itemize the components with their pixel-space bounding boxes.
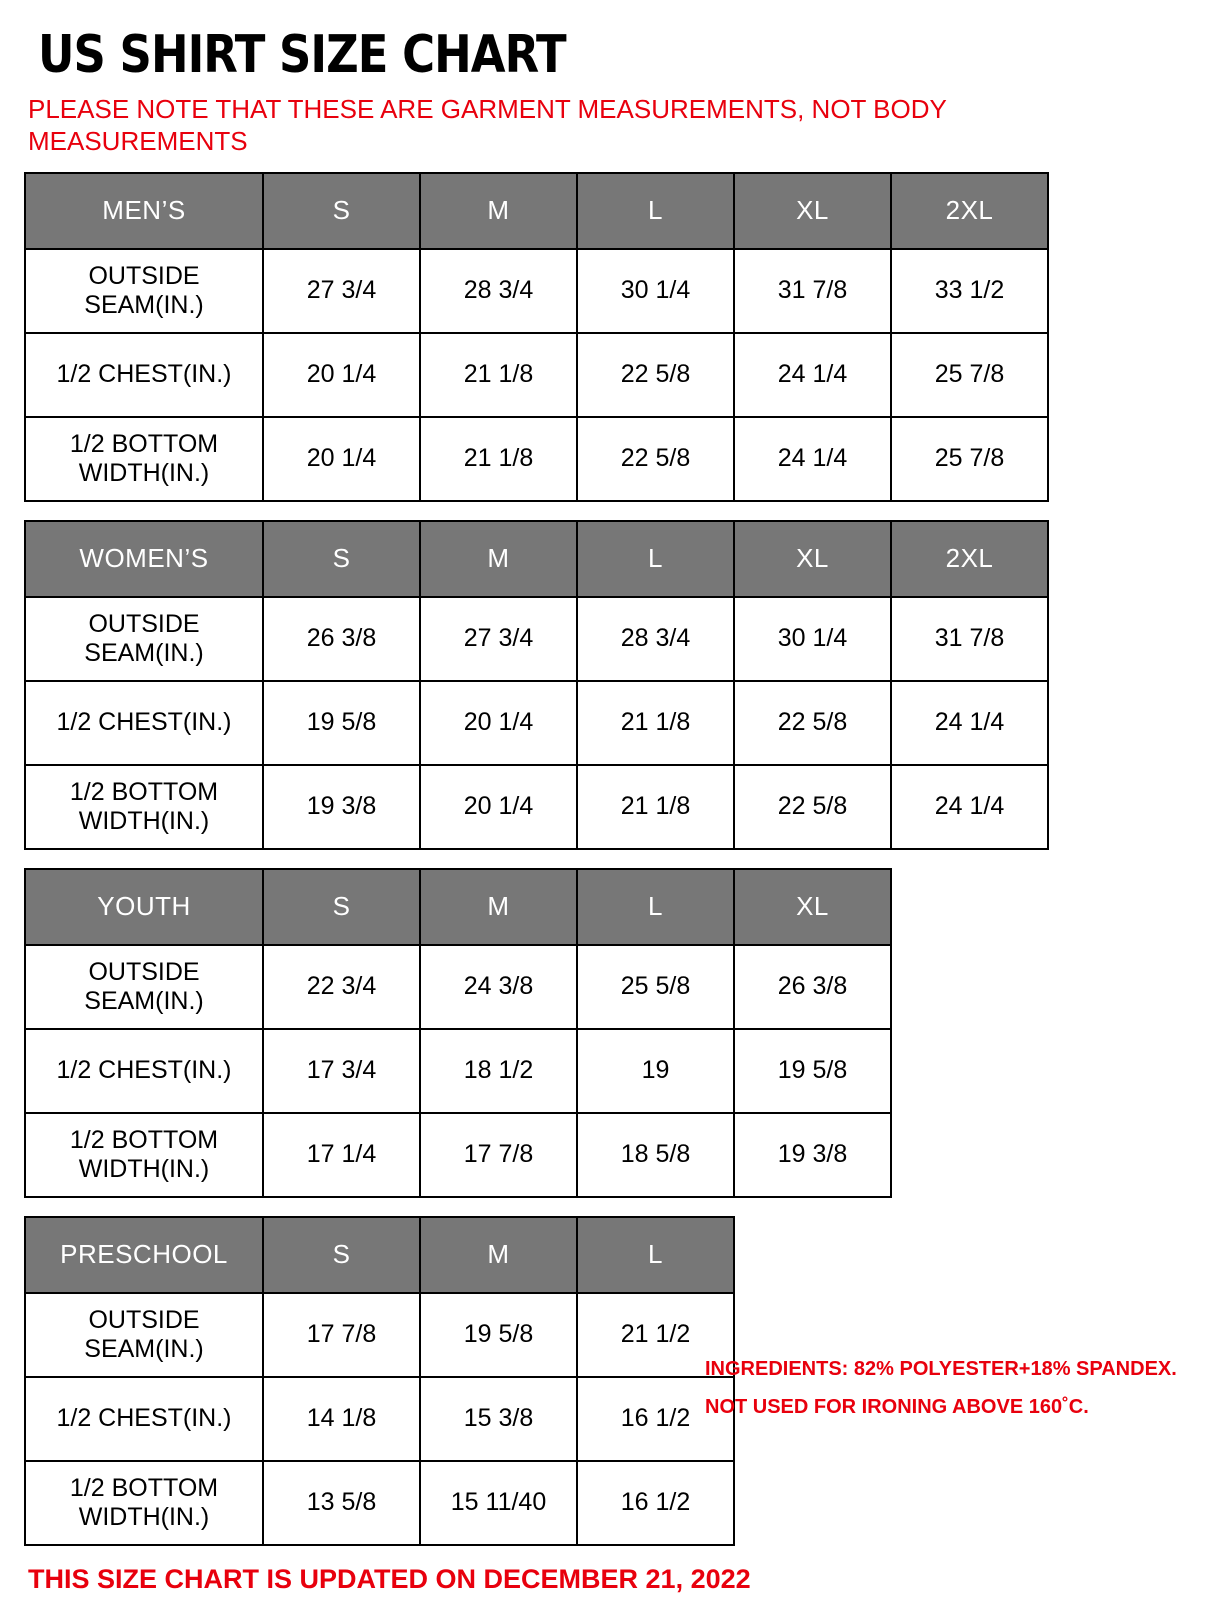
header-size-m: M [420, 869, 577, 945]
cell-value: 17 3/4 [263, 1029, 420, 1113]
cell-value: 19 5/8 [734, 1029, 891, 1113]
ingredients-line-1: INGREDIENTS: 82% POLYESTER+18% SPANDEX. [705, 1358, 1177, 1380]
cell-value: 25 7/8 [891, 417, 1048, 501]
header-size-s: S [263, 1217, 420, 1293]
header-size-l: L [577, 869, 734, 945]
update-footer: THIS SIZE CHART IS UPDATED ON DECEMBER 21, 2022 [28, 1563, 751, 1594]
cell-value: 20 1/4 [263, 417, 420, 501]
header-size-2xl: 2XL [891, 521, 1048, 597]
table-row [25, 945, 891, 1029]
ingredients-note [705, 1350, 1177, 1426]
table-header-row [25, 521, 1048, 597]
row-label: OUTSIDE SEAM(IN.) [25, 945, 263, 1029]
cell-value: 26 3/8 [263, 597, 420, 681]
header-size-l: L [577, 521, 734, 597]
row-label: 1/2 BOTTOM WIDTH(IN.) [25, 1113, 263, 1197]
cell-value: 19 3/8 [263, 765, 420, 849]
cell-value: 14 1/8 [263, 1377, 420, 1461]
header-size-xl: XL [734, 869, 891, 945]
row-label: OUTSIDE SEAM(IN.) [25, 597, 263, 681]
cell-value: 18 1/2 [420, 1029, 577, 1113]
table-header-row [25, 869, 891, 945]
header-size-s: S [263, 869, 420, 945]
table-header-row [25, 1217, 734, 1293]
header-size-m: M [420, 1217, 577, 1293]
header-size-s: S [263, 173, 420, 249]
cell-value: 24 3/8 [420, 945, 577, 1029]
cell-value: 13 5/8 [263, 1461, 420, 1545]
cell-value: 27 3/4 [263, 249, 420, 333]
cell-value: 21 1/8 [577, 681, 734, 765]
youth-size-table [24, 868, 892, 1198]
table-row [25, 249, 1048, 333]
cell-value: 20 1/4 [420, 681, 577, 765]
cell-value: 22 5/8 [734, 681, 891, 765]
mens-size-table [24, 172, 1049, 502]
header-size-m: M [420, 521, 577, 597]
cell-value: 26 3/8 [734, 945, 891, 1029]
row-label: OUTSIDE SEAM(IN.) [25, 1293, 263, 1377]
table-row [25, 1293, 734, 1377]
row-label: 1/2 CHEST(IN.) [25, 1377, 263, 1461]
cell-value: 16 1/2 [577, 1461, 734, 1545]
womens-size-table [24, 520, 1049, 850]
header-size-m: M [420, 173, 577, 249]
cell-value: 31 7/8 [891, 597, 1048, 681]
cell-value: 20 1/4 [420, 765, 577, 849]
page-title: US SHIRT SIZE CHART [38, 25, 566, 85]
header-size-l: L [577, 173, 734, 249]
cell-value: 25 5/8 [577, 945, 734, 1029]
cell-value: 28 3/4 [577, 597, 734, 681]
cell-value: 22 5/8 [577, 333, 734, 417]
header-size-xl: XL [734, 521, 891, 597]
cell-value: 21 1/8 [577, 765, 734, 849]
cell-value: 20 1/4 [263, 333, 420, 417]
table-row [25, 597, 1048, 681]
row-label: 1/2 BOTTOM WIDTH(IN.) [25, 1461, 263, 1545]
cell-value: 31 7/8 [734, 249, 891, 333]
row-label: 1/2 CHEST(IN.) [25, 681, 263, 765]
header-category: PRESCHOOL [25, 1217, 263, 1293]
cell-value: 24 1/4 [734, 333, 891, 417]
cell-value: 19 5/8 [420, 1293, 577, 1377]
table-row [25, 765, 1048, 849]
cell-value: 27 3/4 [420, 597, 577, 681]
cell-value: 25 7/8 [891, 333, 1048, 417]
cell-value: 19 5/8 [263, 681, 420, 765]
cell-value: 17 1/4 [263, 1113, 420, 1197]
cell-value: 24 1/4 [891, 681, 1048, 765]
cell-value: 24 1/4 [734, 417, 891, 501]
cell-value: 18 5/8 [577, 1113, 734, 1197]
header-size-2xl: 2XL [891, 173, 1048, 249]
cell-value: 16 1/2 [577, 1377, 734, 1461]
header-size-s: S [263, 521, 420, 597]
table-header-row [25, 173, 1048, 249]
header-category: WOMEN’S [25, 521, 263, 597]
cell-value: 17 7/8 [263, 1293, 420, 1377]
table-row [25, 1461, 734, 1545]
cell-value: 19 [577, 1029, 734, 1113]
cell-value: 21 1/2 [577, 1293, 734, 1377]
row-label: 1/2 BOTTOM WIDTH(IN.) [25, 765, 263, 849]
ingredients-line-2: NOT USED FOR IRONING ABOVE 160˚C. [705, 1396, 1089, 1418]
measurement-note: PLEASE NOTE THAT THESE ARE GARMENT MEASUREMENTS, NOT BODY MEASUREMENTS [28, 93, 947, 157]
header-size-l: L [577, 1217, 734, 1293]
table-row [25, 333, 1048, 417]
cell-value: 28 3/4 [420, 249, 577, 333]
row-label: 1/2 BOTTOM WIDTH(IN.) [25, 417, 263, 501]
row-label: 1/2 CHEST(IN.) [25, 333, 263, 417]
cell-value: 15 11/40 [420, 1461, 577, 1545]
row-label: OUTSIDE SEAM(IN.) [25, 249, 263, 333]
cell-value: 19 3/8 [734, 1113, 891, 1197]
cell-value: 21 1/8 [420, 333, 577, 417]
cell-value: 22 5/8 [577, 417, 734, 501]
header-size-xl: XL [734, 173, 891, 249]
table-row [25, 1029, 891, 1113]
cell-value: 30 1/4 [577, 249, 734, 333]
header-category: YOUTH [25, 869, 263, 945]
cell-value: 15 3/8 [420, 1377, 577, 1461]
cell-value: 30 1/4 [734, 597, 891, 681]
table-row [25, 417, 1048, 501]
preschool-size-table [24, 1216, 735, 1546]
header-category: MEN’S [25, 173, 263, 249]
row-label: 1/2 CHEST(IN.) [25, 1029, 263, 1113]
cell-value: 21 1/8 [420, 417, 577, 501]
cell-value: 22 3/4 [263, 945, 420, 1029]
cell-value: 33 1/2 [891, 249, 1048, 333]
table-row [25, 681, 1048, 765]
cell-value: 22 5/8 [734, 765, 891, 849]
table-row [25, 1377, 734, 1461]
table-row [25, 1113, 891, 1197]
cell-value: 24 1/4 [891, 765, 1048, 849]
cell-value: 17 7/8 [420, 1113, 577, 1197]
